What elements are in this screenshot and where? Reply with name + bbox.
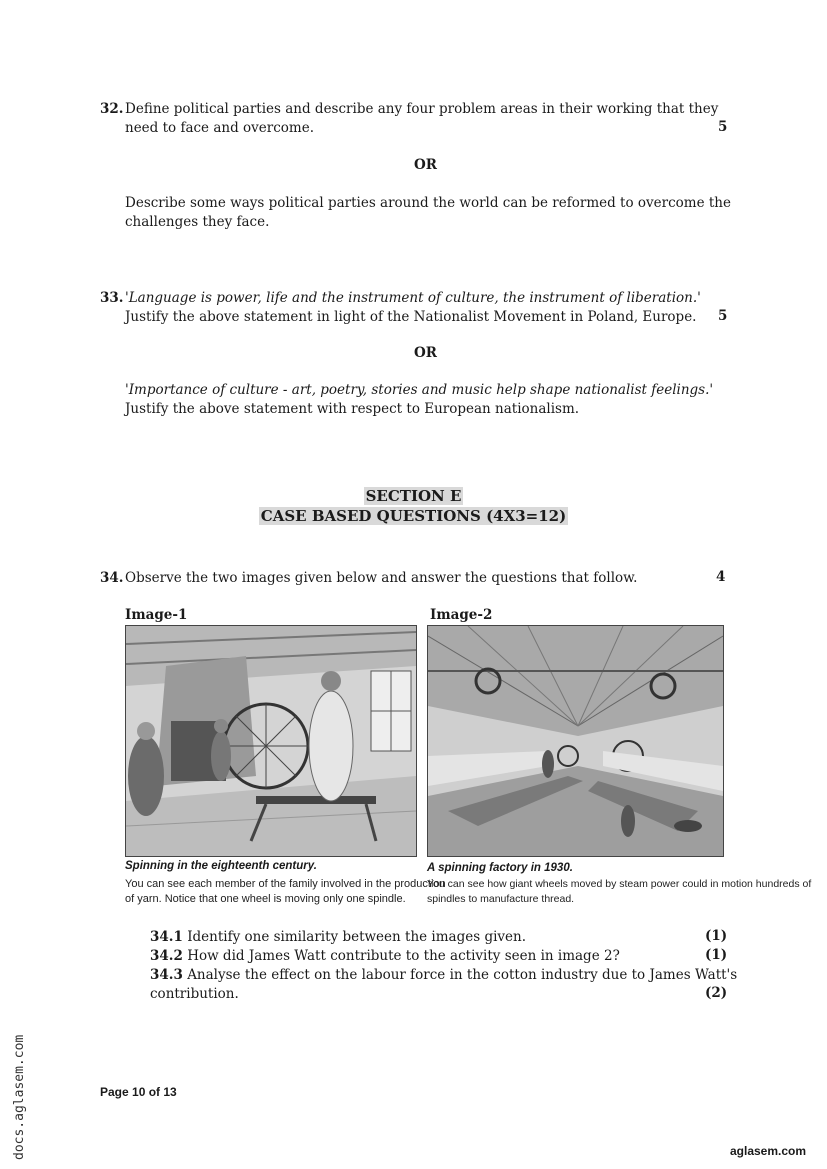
subq-34-2-marks: (1) [705,947,728,963]
question-33-line2: Justify the above statement in light of the Nationalist Movement in Poland, Europe. [125,309,697,325]
spinning-family-illustration [126,626,416,856]
image2-caption-line1: You can see how giant wheels moved by steam power could in motion hundreds of [427,878,812,890]
subq-34-1-text: Identify one similarity between the images given. [187,929,527,945]
spinning-factory-image [427,625,724,857]
question-32-or: OR [414,157,437,173]
subq-34-1-marks: (1) [705,928,728,944]
question-33-alt-quote: 'Importance of culture - art, poetry, stories and music help shape nationalist feelings.' [125,382,714,398]
question-34-marks: 4 [716,569,726,585]
subq-34-2-number: 34.2 [150,948,183,964]
question-32-alt-line1: Describe some ways political parties around the world can be reformed to overcome the [125,195,731,211]
subq-34-3-text: Analyse the effect on the labour force in the cotton industry due to James Watt's [187,967,738,983]
brand-label: aglasem.com [730,1144,807,1158]
spinning-family-image [125,625,417,857]
subq-34-3-text2: contribution. [150,986,239,1002]
subq-34-3 [150,966,737,985]
question-34-number: 34. [100,570,124,586]
question-33-or: OR [414,345,437,361]
subq-34-1-number: 34.1 [150,929,183,945]
image1-caption-line1: You can see each member of the family involved in the production [125,878,446,890]
question-32-line2: need to face and overcome. [125,120,314,136]
question-32-number: 32. [100,101,124,117]
question-33-number: 33. [100,290,124,306]
section-title: SECTION E [365,487,462,505]
image1-caption-title: Spinning in the eighteenth century. [125,860,317,872]
image1-caption-line2: of yarn. Notice that one wheel is moving only one spindle. [125,893,406,905]
question-33-quote: 'Language is power, life and the instrument of culture, the instrument of liberation.' [125,290,701,306]
question-33-alt-line2: Justify the above statement with respect to European nationalism. [125,401,580,417]
subq-34-3-number: 34.3 [150,967,183,983]
question-32-marks: 5 [718,119,728,135]
subq-34-1 [150,928,526,947]
page-number: Page 10 of 13 [100,1085,177,1099]
spinning-factory-illustration [428,626,723,856]
question-34-text: Observe the two images given below and answer the questions that follow. [125,570,638,586]
subq-34-2 [150,947,620,966]
subq-34-2-text: How did James Watt contribute to the activity seen in image 2? [187,948,620,964]
image2-label: Image-2 [430,607,493,623]
question-33-marks: 5 [718,308,728,324]
question-32-alt-line2: challenges they face. [125,214,270,230]
image1-label: Image-1 [125,607,188,623]
image2-caption-line2: spindles to manufacture thread. [427,893,575,905]
section-subtitle: CASE BASED QUESTIONS (4X3=12) [260,507,567,525]
watermark: docs.aglasem.com [12,1034,27,1160]
image2-caption-title: A spinning factory in 1930. [427,862,573,874]
subq-34-3-marks: (2) [705,985,728,1001]
question-32-line1: Define political parties and describe any four problem areas in their working that they [125,101,719,117]
